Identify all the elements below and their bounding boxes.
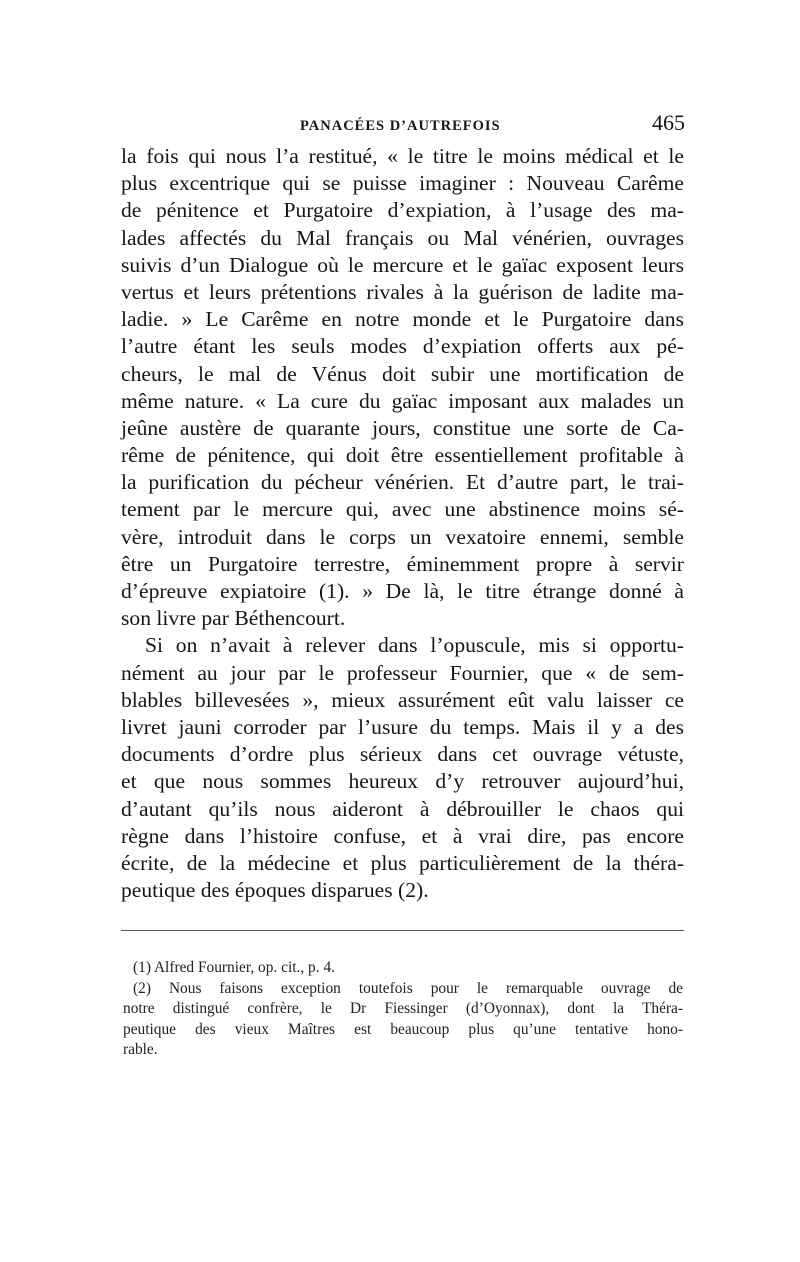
page-number: 465 — [652, 110, 685, 135]
text-line: même nature. « La cure du gaïac imposant aux malades un — [121, 388, 684, 413]
text-line: écrite, de la médecine et plus particulièrement de la théra- — [121, 850, 684, 875]
text-line: l’autre étant les seuls modes d’expiation offerts aux pé- — [121, 334, 684, 359]
text-line: règne dans l’histoire confuse, et à vrai dire, pas encore — [121, 823, 684, 848]
text-line: lades affectés du Mal français ou Mal vénérien, ouvrages — [121, 225, 684, 250]
text-line: nément au jour par le professeur Fournier, que « de sem- — [121, 660, 684, 685]
text-line: plus excentrique qui se puisse imaginer : Nouveau Carême — [121, 171, 684, 196]
footnote-2-line: notre distingué confrère, le Dr Fiessinger (d’Oyonnax), dont la Théra- — [123, 1000, 683, 1018]
text-line: livret jauni corroder par l’usure du temps. Mais il y a des — [121, 714, 684, 739]
text-line: son livre par Béthencourt. — [121, 606, 346, 631]
text-line: jeûne austère de quarante jours, constitue une sorte de Ca- — [121, 415, 684, 440]
text-line: être un Purgatoire terrestre, éminemment propre à servir — [121, 551, 684, 576]
paragraph-start-line: Si on n’avait à relever dans l’opuscule, mis si opportu- — [145, 633, 684, 658]
text-line: de pénitence et Purgatoire d’expiation, à l’usage des ma- — [121, 198, 684, 223]
text-line: peutique des époques disparues (2). — [121, 878, 429, 903]
footnote-divider — [121, 930, 684, 931]
footnote-2-line: (2) Nous faisons exception toutefois pour le remarquable ouvrage de — [133, 979, 683, 997]
text-line: documents d’ordre plus sérieux dans cet ouvrage vétuste, — [121, 742, 684, 767]
text-line: d’épreuve expiatoire (1). » De là, le titre étrange donné à — [121, 579, 684, 603]
text-line: d’autant qu’ils nous aideront à débrouiller le chaos qui — [121, 796, 684, 821]
footnote-2-line: peutique des vieux Maîtres est beaucoup plus qu’une tentative hono- — [123, 1020, 683, 1038]
text-line: ladie. » Le Carême en notre monde et le Purgatoire dans — [121, 307, 684, 332]
running-title: PANACÉES D’AUTREFOIS — [300, 118, 501, 134]
text-line: vère, introduit dans le corps un vexatoire ennemi, semble — [121, 524, 684, 549]
text-line: cheurs, le mal de Vénus doit subir une mortification de — [121, 361, 684, 386]
text-line: suivis d’un Dialogue où le mercure et le gaïac exposent leurs — [121, 252, 684, 277]
footnote-1: (1) Alfred Fournier, op. cit., p. 4. — [133, 959, 335, 976]
text-line: vertus et leurs prétentions rivales à la guérison de ladite ma- — [121, 279, 684, 304]
text-line: rême de pénitence, qui doit être essentiellement profitable à — [121, 443, 684, 468]
text-line: la purification du pécheur vénérien. Et d’autre part, le trai- — [121, 470, 684, 495]
text-line: tement par le mercure qui, avec une abstinence moins sé- — [121, 497, 684, 522]
page-header — [120, 110, 685, 140]
text-line: la fois qui nous l’a restitué, « le titre le moins médical et le — [121, 144, 684, 168]
footnotes — [123, 958, 683, 1061]
text-line: blables billevesées », mieux assurément eût valu laisser ce — [121, 687, 684, 712]
footnote-2-line: rable. — [123, 1041, 158, 1059]
text-line: et que nous sommes heureux d’y retrouver aujourd’hui, — [121, 769, 684, 794]
body-text — [121, 143, 684, 904]
